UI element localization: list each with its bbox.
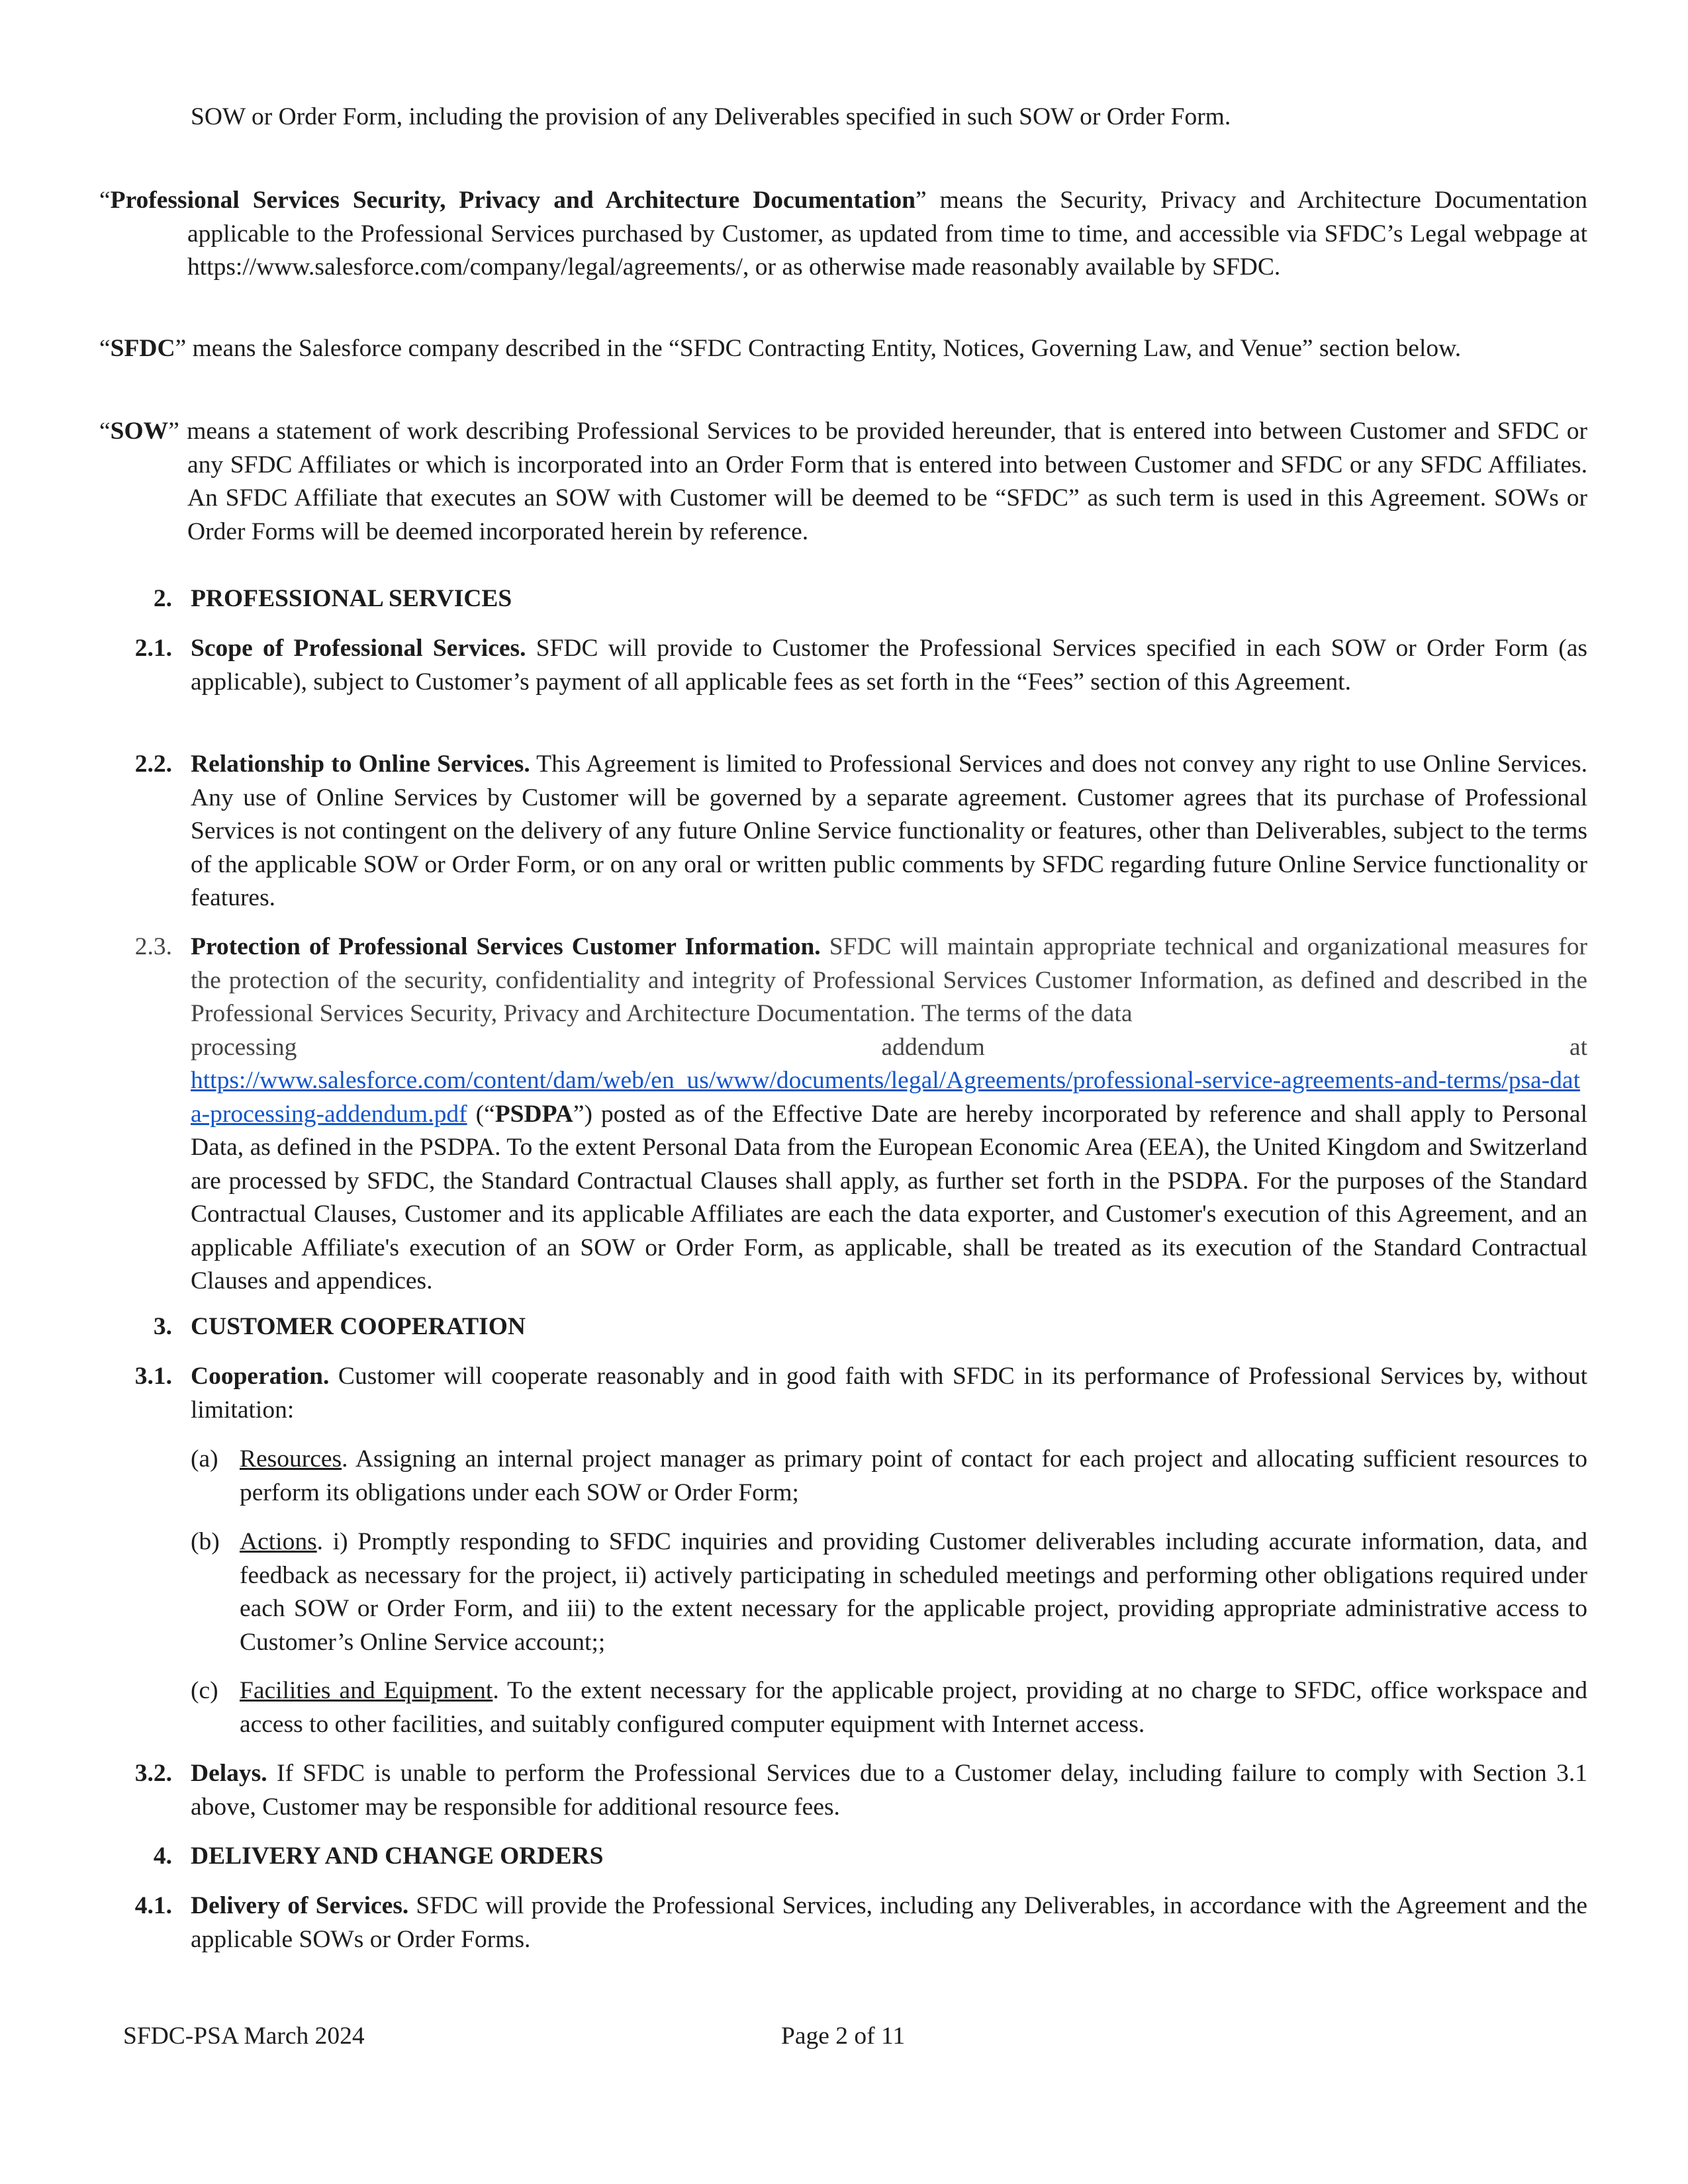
section-heading: DELIVERY AND CHANGE ORDERS: [191, 1843, 604, 1870]
item-label: (a): [191, 1445, 218, 1473]
clause-title: Scope of Professional Services.: [191, 635, 526, 662]
item-label: (b): [191, 1528, 220, 1555]
definition-term: Professional Services Security, Privacy and Architecture Documentation: [110, 187, 916, 214]
footer-doc-id: SFDC-PSA March 2024: [123, 2023, 365, 2050]
item-facilities: Facilities and Equipment. To the extent necessary for the applicable project, providing at no charge to SFDC, office workspace and access to other facilities, and suitably configured computer equipment with Internet access.: [240, 1677, 1587, 1738]
clause-2-1: Scope of Professional Services. SFDC will provide to Customer the Professional Services specified in each SOW or Order Form (as applicable), subject to Customer’s payment of all applicable fees as set forth in the “Fees” section of this Agreement.: [191, 635, 1588, 696]
intro-continuation: SOW or Order Form, including the provision of any Deliverables specified in such SOW or Order Form.: [191, 103, 1231, 130]
item-label: (c): [191, 1677, 218, 1704]
definition-text: means a statement of work describing Professional Services to be provided hereunder, that is entered into between Customer and SFDC or any SFDC Affiliates or which is incorporated into an Order Form that is entered into between Customer and SFDC or any SFDC Affiliates. An SFDC Affiliate that executes an SOW with Customer will be deemed to be “SFDC” as such term is used in this Agreement. SOWs or Order Forms will be deemed incorporated herein by reference.: [179, 418, 1587, 545]
definition-term: SOW: [110, 418, 169, 445]
definition-text: means the Security, Privacy and Architecture Documentation applicable to the Professional Services purchased by Customer, as updated from time to time, and accessible via SFDC’s Legal webpage at https://www.salesforce.com/company/legal/agreements/, or as otherwise made reasonably available by SFDC.: [187, 187, 1587, 281]
clause-title: Delays.: [191, 1760, 267, 1787]
section-number: 2.: [153, 585, 172, 612]
clause-2-2: Relationship to Online Services. This Agreement is limited to Professional Services and does not convey any right to use Online Services. Any use of Online Services by Customer will be governed by a separate agreement. Customer agrees that its purchase of Professional Services is not contingent on the delivery of any future Online Service functionality or features, other than Deliverables, subject to the terms of the applicable SOW or Order Form, or on any oral or written public comments by SFDC regarding future Online Service functionality or features.: [191, 751, 1587, 911]
clause-number: 2.3.: [134, 933, 172, 960]
clause-title: Delivery of Services.: [191, 1892, 409, 1919]
clause-number: 3.1.: [134, 1363, 172, 1390]
clause-3-1: Cooperation. Customer will cooperate reasonably and in good faith with SFDC in its performance of Professional Services by, without limitation:: [191, 1363, 1587, 1424]
section-number: 4.: [153, 1843, 172, 1870]
clause-3-2: Delays. If SFDC is unable to perform the Professional Services due to a Customer delay, including failure to comply with Section 3.1 above, Customer may be responsible for additional resource fees.: [191, 1760, 1587, 1821]
footer-page-number: Page 2 of 11: [781, 2023, 906, 2050]
item-actions: Actions. i) Promptly responding to SFDC inquiries and providing Customer deliverables including accurate information, data, and feedback as necessary for the project, ii) actively participating in scheduled meetings and performing other obligations required under each SOW or Order Form, and iii) to the extent necessary for the applicable project, providing appropriate administrative access to Customer’s Online Service account;;: [240, 1528, 1587, 1656]
section-heading: PROFESSIONAL SERVICES: [191, 585, 512, 612]
psdpa-link[interactable]: https://www.salesforce.com/content/dam/web/en_us/www/documents/legal/Agreements/professional-service-agreements-and-terms/psa-data-processing-addendum.pdf: [191, 1067, 1580, 1128]
clause-number: 4.1.: [134, 1892, 172, 1919]
clause-title: Relationship to Online Services.: [191, 751, 530, 778]
clause-number: 2.2.: [134, 751, 172, 778]
section-number: 3.: [153, 1313, 172, 1340]
item-resources: Resources. Assigning an internal project manager as primary point of contact for each project and allocating sufficient resources to perform its obligations under each SOW or Order Form;: [240, 1445, 1587, 1506]
clause-title: Protection of Professional Services Customer Information.: [191, 933, 821, 960]
clause-4-1: Delivery of Services. SFDC will provide the Professional Services, including any Deliverables, in accordance with the Agreement and the applicable SOWs or Order Forms.: [191, 1892, 1587, 1953]
clause-2-3: Protection of Professional Services Customer Information. SFDC will maintain appropriate technical and organizational measures for the protection of the security, confidentiality and integrity of Professional Services Customer Information, as defined and described in the Professional Services Security, Privacy and Architecture Documentation. The terms of the data processing addendum at https://www.salesforce.com/content/dam/web/en_us/www/documents/legal/Agreements/professional-service-agreements-and-terms/psa-data-processing-addendum.pdf (“PSDPA”) posted as of the Effective Date are hereby incorporated by reference and shall apply to Personal Data, as defined in the PSDPA. To the extent Personal Data from the European Economic Area (EEA), the United Kingdom and Switzerland are processed by SFDC, the Standard Contractual Clauses shall apply, as further set forth in the PSDPA. For the purposes of the Standard Contractual Clauses, Customer and its applicable Affiliates are each the data exporter, and Customer's execution of this Agreement, and an applicable Affiliate's execution of an SOW or Order Form, as applicable, shall be treated as its execution of the Standard Contractual Clauses and appendices.: [191, 933, 1587, 1295]
clause-number: 2.1.: [134, 635, 172, 662]
clause-title: Cooperation.: [191, 1363, 330, 1390]
definition-sfdc: “SFDC” means the Salesforce company described in the “SFDC Contracting Entity, Notices, Governing Law, and Venue” section below.: [99, 335, 1462, 362]
definition-sow: “SOW” means a statement of work describing Professional Services to be provided hereunder, that is entered into between Customer and SFDC or any SFDC Affiliates or which is incorporated into an Order Form that is entered into between Customer and SFDC or any SFDC Affiliates. An SFDC Affiliate that executes an SOW with Customer will be deemed to be “SFDC” as such term is used in this Agreement. SOWs or Order Forms will be deemed incorporated herein by reference.: [99, 418, 1587, 545]
section-heading: CUSTOMER COOPERATION: [191, 1313, 526, 1340]
definition-text: means the Salesforce company described in the “SFDC Contracting Entity, Notices, Governing Law, and Venue” section below.: [186, 335, 1462, 362]
definition-term: SFDC: [110, 335, 175, 362]
clause-number: 3.2.: [134, 1760, 172, 1787]
definition-ps-security-docs: “Professional Services Security, Privacy and Architecture Documentation” means the Security, Privacy and Architecture Documentation applicable to the Professional Services purchased by Customer, as updated from time to time, and accessible via SFDC’s Legal webpage at https://www.salesforce.com/company/legal/agreements/, or as otherwise made reasonably available by SFDC.: [99, 187, 1587, 281]
